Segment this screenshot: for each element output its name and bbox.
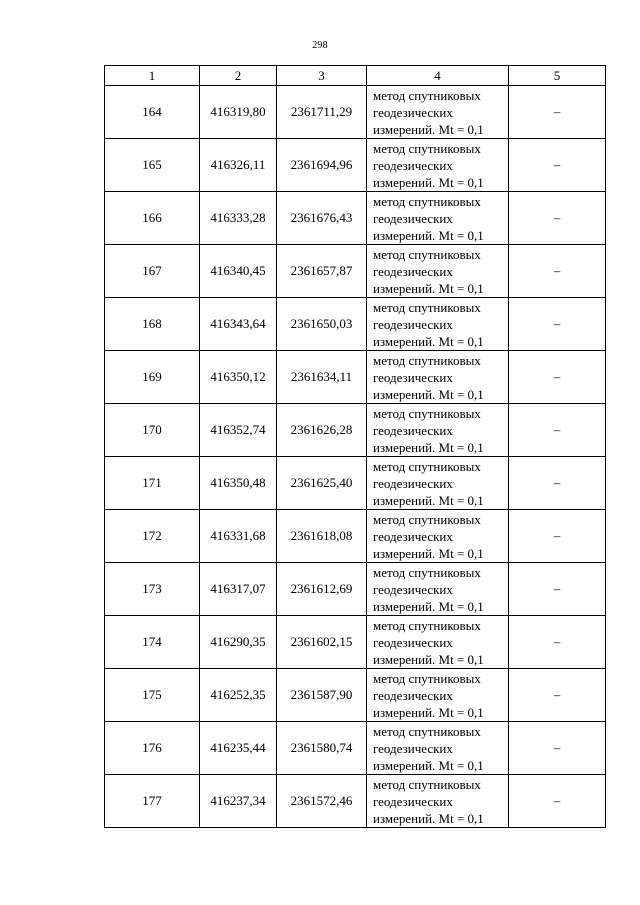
method-line: метод спутниковых xyxy=(373,670,481,686)
x-coordinate-cell: 416290,35 xyxy=(200,616,277,669)
point-number-cell: 164 xyxy=(105,86,200,139)
method-line: метод спутниковых xyxy=(373,511,481,527)
method-line: метод спутниковых xyxy=(373,405,481,421)
method-cell xyxy=(367,669,509,722)
table-body xyxy=(105,86,606,828)
method-line: измерений. Mt = 0,1 xyxy=(373,333,484,349)
column-header-4: 4 xyxy=(367,66,509,86)
note-cell: – xyxy=(509,722,606,775)
y-coordinate-cell: 2361572,46 xyxy=(277,775,367,828)
note-cell: – xyxy=(509,298,606,351)
table-row xyxy=(105,86,606,139)
point-number-cell: 166 xyxy=(105,192,200,245)
table-row xyxy=(105,669,606,722)
point-number-cell: 167 xyxy=(105,245,200,298)
method-cell xyxy=(367,139,509,192)
method-line: измерений. Mt = 0,1 xyxy=(373,810,484,826)
method-line: метод спутниковых xyxy=(373,246,481,262)
method-line: метод спутниковых xyxy=(373,299,481,315)
x-coordinate-cell: 416352,74 xyxy=(200,404,277,457)
method-line: геодезических xyxy=(373,687,453,703)
point-number-cell: 170 xyxy=(105,404,200,457)
method-line: геодезических xyxy=(373,316,453,332)
method-line: метод спутниковых xyxy=(373,564,481,580)
method-line: геодезических xyxy=(373,422,453,438)
table-row xyxy=(105,404,606,457)
method-cell xyxy=(367,192,509,245)
method-cell xyxy=(367,616,509,669)
point-number-cell: 172 xyxy=(105,510,200,563)
table-row xyxy=(105,298,606,351)
y-coordinate-cell: 2361587,90 xyxy=(277,669,367,722)
method-line: измерений. Mt = 0,1 xyxy=(373,704,484,720)
x-coordinate-cell: 416343,64 xyxy=(200,298,277,351)
y-coordinate-cell: 2361580,74 xyxy=(277,722,367,775)
note-cell: – xyxy=(509,192,606,245)
method-line: геодезических xyxy=(373,634,453,650)
method-line: измерений. Mt = 0,1 xyxy=(373,121,484,137)
x-coordinate-cell: 416350,12 xyxy=(200,351,277,404)
y-coordinate-cell: 2361602,15 xyxy=(277,616,367,669)
method-cell xyxy=(367,245,509,298)
column-header-5: 5 xyxy=(509,66,606,86)
table-row xyxy=(105,775,606,828)
x-coordinate-cell: 416252,35 xyxy=(200,669,277,722)
method-line: геодезических xyxy=(373,740,453,756)
page-number: 298 xyxy=(312,40,328,51)
note-cell: – xyxy=(509,510,606,563)
method-cell xyxy=(367,722,509,775)
method-line: измерений. Mt = 0,1 xyxy=(373,598,484,614)
y-coordinate-cell: 2361676,43 xyxy=(277,192,367,245)
method-line: метод спутниковых xyxy=(373,776,481,792)
note-cell: – xyxy=(509,616,606,669)
method-line: измерений. Mt = 0,1 xyxy=(373,757,484,773)
x-coordinate-cell: 416326,11 xyxy=(200,139,277,192)
method-line: метод спутниковых xyxy=(373,193,481,209)
note-cell: – xyxy=(509,351,606,404)
point-number-cell: 176 xyxy=(105,722,200,775)
note-cell: – xyxy=(509,404,606,457)
table-row xyxy=(105,139,606,192)
note-cell: – xyxy=(509,139,606,192)
note-cell: – xyxy=(509,775,606,828)
method-line: геодезических xyxy=(373,157,453,173)
x-coordinate-cell: 416333,28 xyxy=(200,192,277,245)
point-number-cell: 173 xyxy=(105,563,200,616)
method-line: метод спутниковых xyxy=(373,87,481,103)
point-number-cell: 174 xyxy=(105,616,200,669)
y-coordinate-cell: 2361625,40 xyxy=(277,457,367,510)
table-row xyxy=(105,351,606,404)
point-number-cell: 168 xyxy=(105,298,200,351)
y-coordinate-cell: 2361711,29 xyxy=(277,86,367,139)
method-line: измерений. Mt = 0,1 xyxy=(373,280,484,296)
table-row xyxy=(105,457,606,510)
method-cell xyxy=(367,563,509,616)
method-cell xyxy=(367,351,509,404)
table-row xyxy=(105,192,606,245)
method-line: геодезических xyxy=(373,581,453,597)
method-cell xyxy=(367,457,509,510)
method-line: измерений. Mt = 0,1 xyxy=(373,439,484,455)
method-line: геодезических xyxy=(373,369,453,385)
method-cell xyxy=(367,775,509,828)
x-coordinate-cell: 416237,34 xyxy=(200,775,277,828)
table-row xyxy=(105,245,606,298)
method-line: измерений. Mt = 0,1 xyxy=(373,227,484,243)
method-line: геодезических xyxy=(373,475,453,491)
x-coordinate-cell: 416331,68 xyxy=(200,510,277,563)
x-coordinate-cell: 416350,48 xyxy=(200,457,277,510)
column-header-3: 3 xyxy=(277,66,367,86)
y-coordinate-cell: 2361626,28 xyxy=(277,404,367,457)
table-row xyxy=(105,616,606,669)
note-cell: – xyxy=(509,86,606,139)
point-number-cell: 175 xyxy=(105,669,200,722)
x-coordinate-cell: 416340,45 xyxy=(200,245,277,298)
method-line: геодезических xyxy=(373,793,453,809)
column-header-2: 2 xyxy=(200,66,277,86)
note-cell: – xyxy=(509,563,606,616)
method-line: метод спутниковых xyxy=(373,617,481,633)
method-line: измерений. Mt = 0,1 xyxy=(373,651,484,667)
point-number-cell: 171 xyxy=(105,457,200,510)
y-coordinate-cell: 2361694,96 xyxy=(277,139,367,192)
point-number-cell: 169 xyxy=(105,351,200,404)
method-line: измерений. Mt = 0,1 xyxy=(373,545,484,561)
method-line: геодезических xyxy=(373,528,453,544)
y-coordinate-cell: 2361634,11 xyxy=(277,351,367,404)
note-cell: – xyxy=(509,669,606,722)
method-cell xyxy=(367,86,509,139)
method-cell xyxy=(367,298,509,351)
note-cell: – xyxy=(509,245,606,298)
table-row xyxy=(105,563,606,616)
method-line: измерений. Mt = 0,1 xyxy=(373,492,484,508)
method-cell xyxy=(367,510,509,563)
table-header-row xyxy=(105,66,606,86)
coordinates-table xyxy=(104,65,606,828)
method-cell xyxy=(367,404,509,457)
method-line: измерений. Mt = 0,1 xyxy=(373,386,484,402)
method-line: геодезических xyxy=(373,210,453,226)
method-line: измерений. Mt = 0,1 xyxy=(373,174,484,190)
method-line: геодезических xyxy=(373,263,453,279)
method-line: метод спутниковых xyxy=(373,352,481,368)
method-line: геодезических xyxy=(373,104,453,120)
x-coordinate-cell: 416319,80 xyxy=(200,86,277,139)
x-coordinate-cell: 416235,44 xyxy=(200,722,277,775)
y-coordinate-cell: 2361612,69 xyxy=(277,563,367,616)
y-coordinate-cell: 2361650,03 xyxy=(277,298,367,351)
point-number-cell: 177 xyxy=(105,775,200,828)
table-row xyxy=(105,510,606,563)
table-row xyxy=(105,722,606,775)
y-coordinate-cell: 2361618,08 xyxy=(277,510,367,563)
point-number-cell: 165 xyxy=(105,139,200,192)
note-cell: – xyxy=(509,457,606,510)
method-line: метод спутниковых xyxy=(373,140,481,156)
x-coordinate-cell: 416317,07 xyxy=(200,563,277,616)
method-line: метод спутниковых xyxy=(373,723,481,739)
column-header-1: 1 xyxy=(105,66,200,86)
method-line: метод спутниковых xyxy=(373,458,481,474)
y-coordinate-cell: 2361657,87 xyxy=(277,245,367,298)
